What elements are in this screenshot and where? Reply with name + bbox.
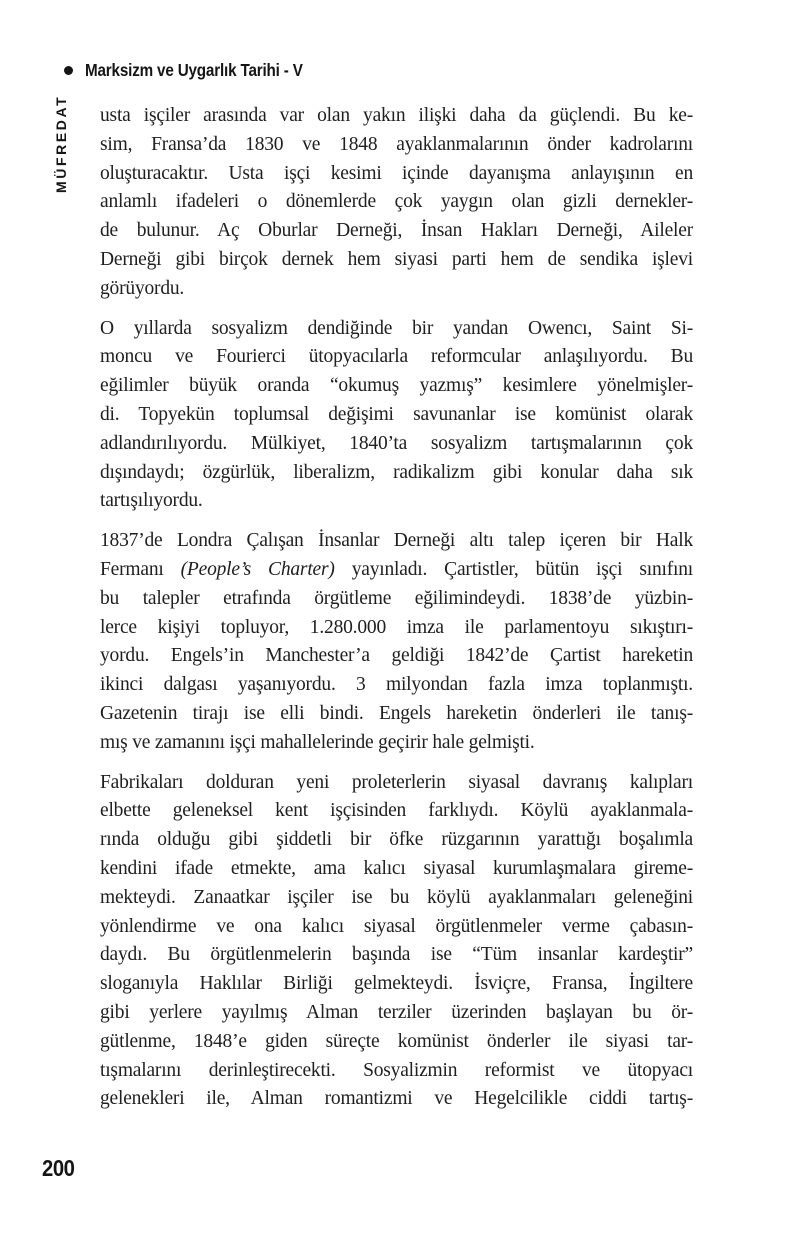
text-line [100, 826, 693, 855]
paragraph [100, 315, 693, 517]
text-segment: tışmalarını derinleştirecekti. Sosyalizmin reformist ve ütopyacı [100, 1059, 693, 1081]
text-line [100, 188, 693, 217]
text-segment: eğilimler büyük oranda “okumuş yazmış” kesimlere yönelmişler- [100, 375, 693, 397]
text-line [100, 700, 693, 729]
text-segment: usta işçiler arasında var olan yakın ilişki daha da güçlendi. Bu ke- [100, 105, 693, 126]
text-segment: anlamlı ifadeleri o dönemlerde çok yaygın olan gizli dernekler- [100, 191, 693, 213]
paragraph [100, 527, 693, 757]
page-number: 200 [42, 1155, 75, 1181]
text-segment: mış ve zamanını işçi mahallelerinde geçirir hale gelmişti. [100, 731, 535, 753]
bullet-icon [64, 66, 73, 75]
text-segment: yayınladı. Çartistler, bütün işçi sınıfını [334, 558, 693, 580]
text-segment: de bulunur. Aç Oburlar Derneği, İnsan Hakları Derneği, Aileler [100, 220, 693, 242]
text-segment: sim, Fransa’da 1830 ve 1848 ayaklanmalarının önder kadrolarını [100, 133, 693, 155]
text-segment: Fermanı [100, 558, 181, 580]
paragraph [100, 102, 693, 304]
text-line [100, 315, 693, 344]
text-line [100, 459, 693, 488]
text-segment: tartışılıyordu. [100, 490, 203, 512]
text-segment: gütlenme, 1848’e giden süreçte komünist önderler ile siyasi tar- [100, 1030, 693, 1052]
text-segment: gelenekleri ile, Alman romantizmi ve Hegelcilikle ciddi tartış- [100, 1088, 693, 1110]
text-line [100, 246, 693, 275]
text-segment: mekteydi. Zanaatkar işçiler ise bu köylü ayaklanmaları geleneğini [100, 886, 693, 908]
text-segment: di. Topyekün toplumsal değişimi savunanlar ise komünist olarak [100, 403, 693, 425]
text-line [100, 769, 693, 798]
text-line [100, 642, 693, 671]
margin-label-mufredat: MÜFREDAT [53, 94, 69, 193]
text-segment-italic: (People’s Charter) [180, 558, 335, 580]
text-line [100, 797, 693, 826]
text-line [100, 999, 693, 1028]
chapter-title: Marksizm ve Uygarlık Tarihi - V [85, 60, 303, 80]
text-line [100, 585, 693, 614]
text-line [100, 941, 693, 970]
text-line [100, 556, 693, 585]
text-segment: daydı. Bu örgütlenmelerin başında ise “Tüm insanlar kardeştir” [100, 944, 693, 966]
text-segment: oluşturacaktır. Usta işçi kesimi içinde dayanışma anlayışının en [100, 162, 693, 184]
text-segment: moncu ve Fourierci ütopyacılarla reformcular anlaşılıyordu. Bu [100, 346, 693, 368]
text-segment: Derneği gibi birçok dernek hem siyasi parti hem de sendika işlevi [100, 248, 693, 270]
text-line [100, 671, 693, 700]
text-segment: kendini ifade etmekte, ama kalıcı siyasal kurumlaşmalara gireme- [100, 857, 693, 879]
text-line [100, 1057, 693, 1086]
text-line [100, 131, 693, 160]
text-line [100, 275, 693, 304]
text-segment: görüyordu. [100, 277, 185, 299]
text-segment: dışındaydı; özgürlük, liberalizm, radikalizm gibi konular daha sık [100, 461, 693, 483]
text-line [100, 401, 693, 430]
text-line [100, 1085, 693, 1114]
text-segment: yordu. Engels’in Manchester’a geldiği 1842’de Çartist hareketin [100, 645, 693, 667]
text-segment: rında olduğu gibi şiddetli bir öfke rüzgarının yarattığı boşalımla [100, 829, 693, 851]
body-text [100, 102, 693, 1125]
text-line [100, 729, 693, 758]
text-line [100, 217, 693, 246]
chapter-header [64, 60, 335, 81]
text-line [100, 102, 693, 131]
text-segment: lerce kişiyi topluyor, 1.280.000 imza ile parlamentoyu sıkıştırı- [100, 616, 693, 638]
text-line [100, 487, 693, 516]
text-line [100, 430, 693, 459]
text-segment: 1837’de Londra Çalışan İnsanlar Derneği altı talep içeren bir Halk [100, 530, 693, 552]
text-segment: ikinci dalgası yaşanıyordu. 3 milyondan fazla imza toplanmıştı. [100, 674, 693, 696]
text-segment: O yıllarda sosyalizm dendiğinde bir yandan Owencı, Saint Si- [100, 317, 693, 339]
text-segment: Fabrikaları dolduran yeni proleterlerin siyasal davranış kalıpları [100, 771, 693, 793]
text-line [100, 970, 693, 999]
text-segment: adlandırılıyordu. Mülkiyet, 1840’ta sosyalizm tartışmalarının çok [100, 432, 693, 454]
text-line [100, 527, 693, 556]
text-line [100, 372, 693, 401]
text-line [100, 1028, 693, 1057]
text-segment: bu talepler etrafında örgütleme eğilimindeydi. 1838’de yüzbin- [100, 587, 693, 609]
text-line [100, 884, 693, 913]
text-segment: yönlendirme ve ona kalıcı siyasal örgütlenmeler verme çabasın- [100, 915, 693, 937]
text-segment: sloganıyla Haklılar Birliği gelmekteydi. İsviçre, Fransa, İngiltere [100, 973, 693, 995]
text-segment: Gazetenin tirajı ise elli bindi. Engels hareketin önderleri ile tanış- [100, 702, 693, 724]
text-line [100, 160, 693, 189]
text-line [100, 913, 693, 942]
paragraph [100, 769, 693, 1115]
text-line [100, 614, 693, 643]
text-line [100, 343, 693, 372]
text-segment: gibi yerlere yayılmış Alman terziler üzerinden başlayan bu ör- [100, 1001, 693, 1023]
text-line [100, 855, 693, 884]
text-segment: elbette geleneksel kent işçisinden farklıydı. Köylü ayaklanmala- [100, 800, 693, 822]
